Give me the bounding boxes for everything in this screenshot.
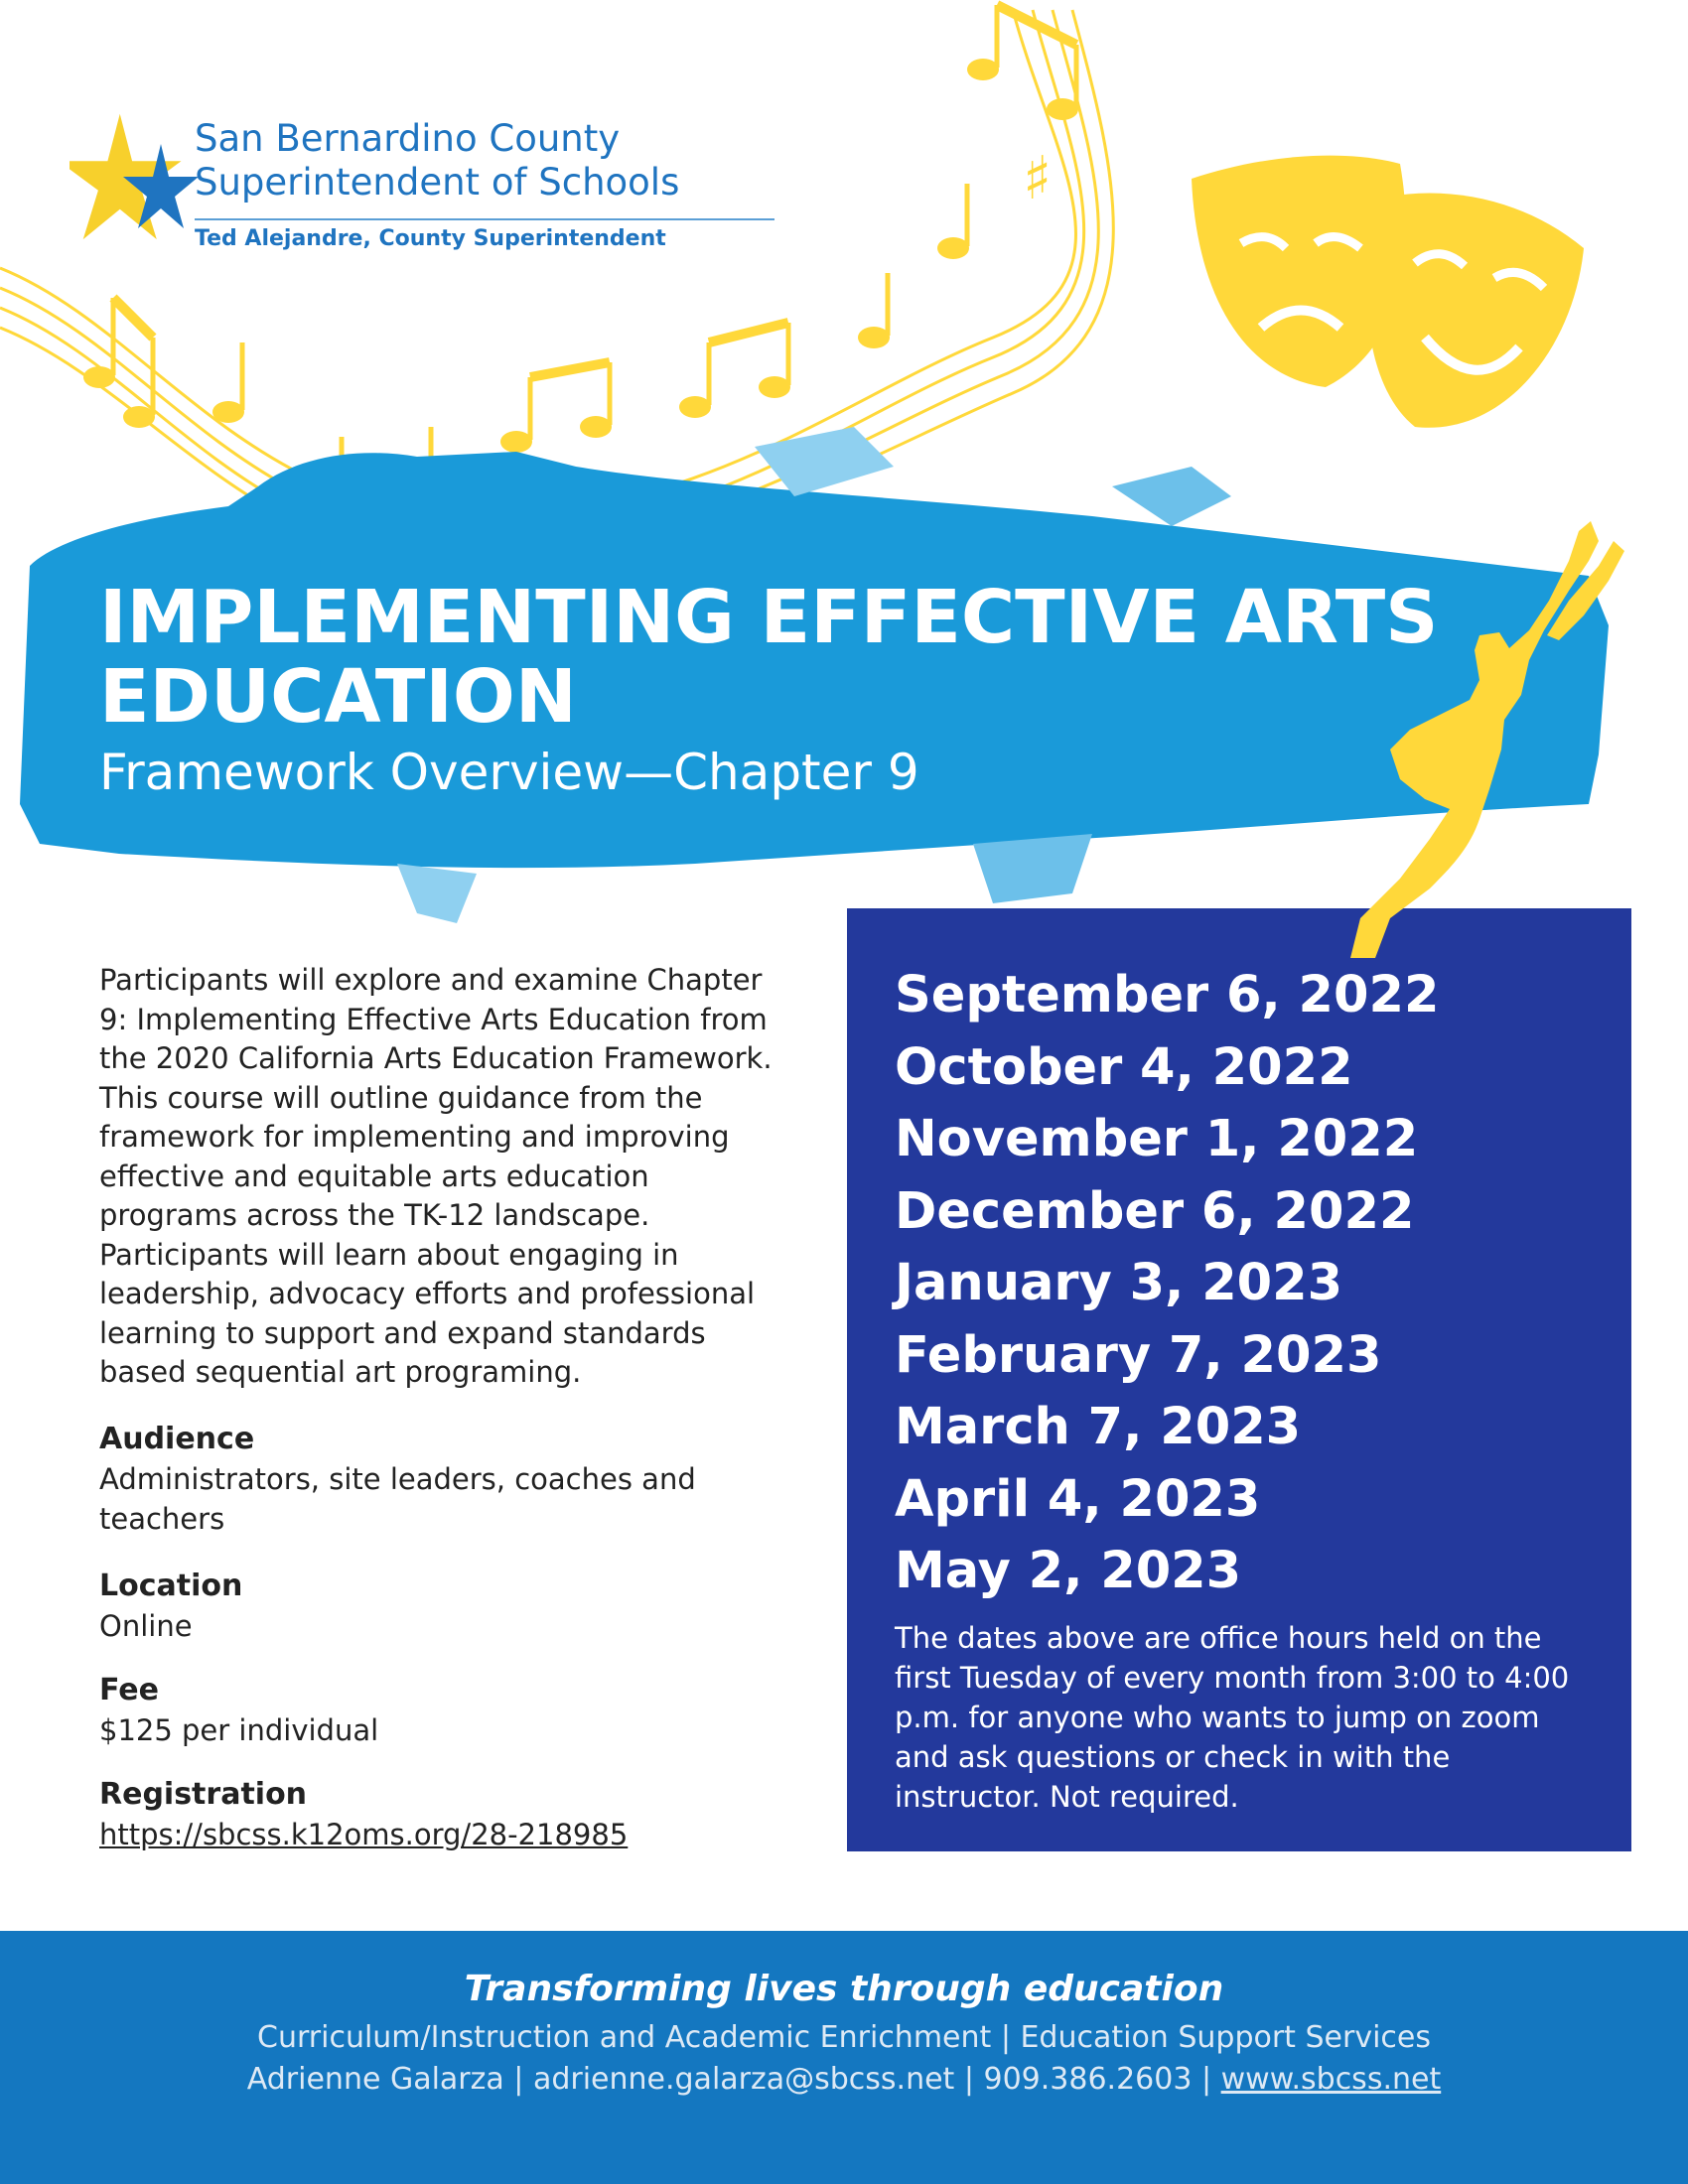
date-item: September 6, 2022: [895, 966, 1440, 1024]
logo-divider: [195, 218, 774, 220]
audience-value: Administrators, site leaders, coaches and teachers: [99, 1462, 696, 1536]
fee-section: [99, 1671, 794, 1750]
date-item: May 2, 2023: [895, 1542, 1242, 1600]
dates-panel: [847, 908, 1631, 1851]
footer-departments: Curriculum/Instruction and Academic Enrichment | Education Support Services: [257, 2020, 1431, 2055]
page-title: IMPLEMENTING EFFECTIVE ARTS EDUCATION: [99, 575, 1439, 740]
location-label: Location: [99, 1569, 243, 1603]
course-description: Participants will explore and examine Chapter 9: Implementing Effective Arts Education from the 2020 California Arts Education Framework. This course will outline guidance from the framework for implementing and improving effective and equitable arts education programs across the TK-12 landscape. Participants will learn about engaging in leadership, advocacy efforts and professional learning to support and expand standards based sequential art programing.: [99, 963, 773, 1389]
date-item: April 4, 2023: [895, 1469, 1261, 1529]
org-name-line2: Superintendent of Schools: [195, 161, 680, 204]
footer-contact-text: Adrienne Galarza | adrienne.galarza@sbcss.net | 909.386.2603 |: [246, 2062, 1221, 2097]
footer-contact: [0, 2062, 1688, 2097]
footer-tagline: Transforming lives through education: [464, 1969, 1224, 2009]
dancer-icon: [1331, 521, 1628, 958]
superintendent-name: Ted Alejandre, County Superintendent: [195, 226, 666, 251]
audience-section: [99, 1420, 794, 1539]
date-item: January 3, 2023: [895, 1254, 1343, 1312]
audience-label: Audience: [99, 1422, 255, 1456]
fee-label: Fee: [99, 1673, 159, 1707]
office-hours-note: The dates above are office hours held on the first Tuesday of every month from 3:00 to 4:00 p.m. for anyone who wants to jump on zoom and ask questions or check in with the instructor. Not required.: [895, 1621, 1570, 1814]
location-value: Online: [99, 1609, 193, 1643]
registration-label: Registration: [99, 1777, 308, 1812]
dates-list: [895, 960, 1440, 1608]
footer: [0, 1931, 1688, 2184]
star-icon: [70, 109, 199, 258]
registration-section: [99, 1775, 794, 1854]
date-item: October 4, 2022: [895, 1037, 1353, 1097]
date-item: March 7, 2023: [895, 1398, 1302, 1456]
org-name-line1: San Bernardino County: [195, 117, 621, 160]
date-item: February 7, 2023: [895, 1325, 1382, 1385]
theater-masks-icon: [1177, 149, 1599, 447]
logo: [70, 109, 715, 258]
date-item: November 1, 2022: [895, 1110, 1419, 1168]
page-subtitle: Framework Overview—Chapter 9: [99, 744, 919, 801]
registration-link[interactable]: https://sbcss.k12oms.org/28-218985: [99, 1818, 629, 1851]
location-section: [99, 1567, 794, 1646]
fee-value: $125 per individual: [99, 1713, 379, 1747]
date-item: December 6, 2022: [895, 1181, 1415, 1241]
website-link[interactable]: www.sbcss.net: [1220, 2062, 1442, 2097]
svg-text:♯: ♯: [1023, 144, 1053, 213]
